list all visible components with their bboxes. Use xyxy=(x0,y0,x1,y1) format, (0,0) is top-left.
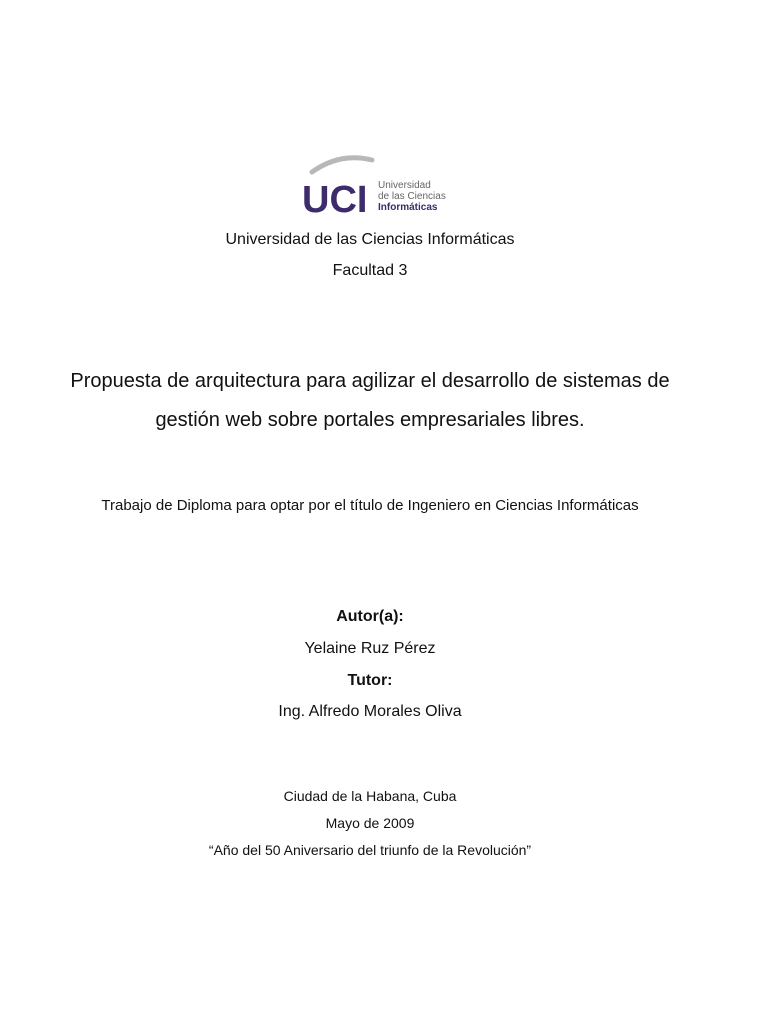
institution-name: Universidad de las Ciencias Informáticas xyxy=(225,231,515,248)
faculty-name: Facultad 3 xyxy=(332,262,408,279)
tutor-name: Ing. Alfredo Morales Oliva xyxy=(278,703,462,720)
city-line: Ciudad de la Habana, Cuba xyxy=(283,788,457,804)
logo-arc xyxy=(312,158,372,172)
logo-line3: Informáticas xyxy=(378,202,438,213)
uci-logo xyxy=(290,150,460,220)
logo-acronym: UCI xyxy=(302,179,368,220)
tutor-label: Tutor: xyxy=(347,672,393,689)
motto-line: “Año del 50 Aniversario del triunfo de la Revolución” xyxy=(208,842,532,858)
thesis-title-line2: gestión web sobre portales empresariales libres. xyxy=(155,409,585,431)
logo-line2: de las Ciencias xyxy=(378,191,446,202)
author-name: Yelaine Ruz Pérez xyxy=(304,640,436,657)
logo-line1: Universidad xyxy=(378,180,431,191)
author-label: Autor(a): xyxy=(336,608,404,625)
thesis-title-line1: Propuesta de arquitectura para agilizar el desarrollo de sistemas de xyxy=(70,370,670,392)
uci-logo-graphic xyxy=(290,150,460,220)
date-line: Mayo de 2009 xyxy=(325,815,415,831)
thesis-subtitle: Trabajo de Diploma para optar por el título de Ingeniero en Ciencias Informáticas xyxy=(101,497,639,514)
